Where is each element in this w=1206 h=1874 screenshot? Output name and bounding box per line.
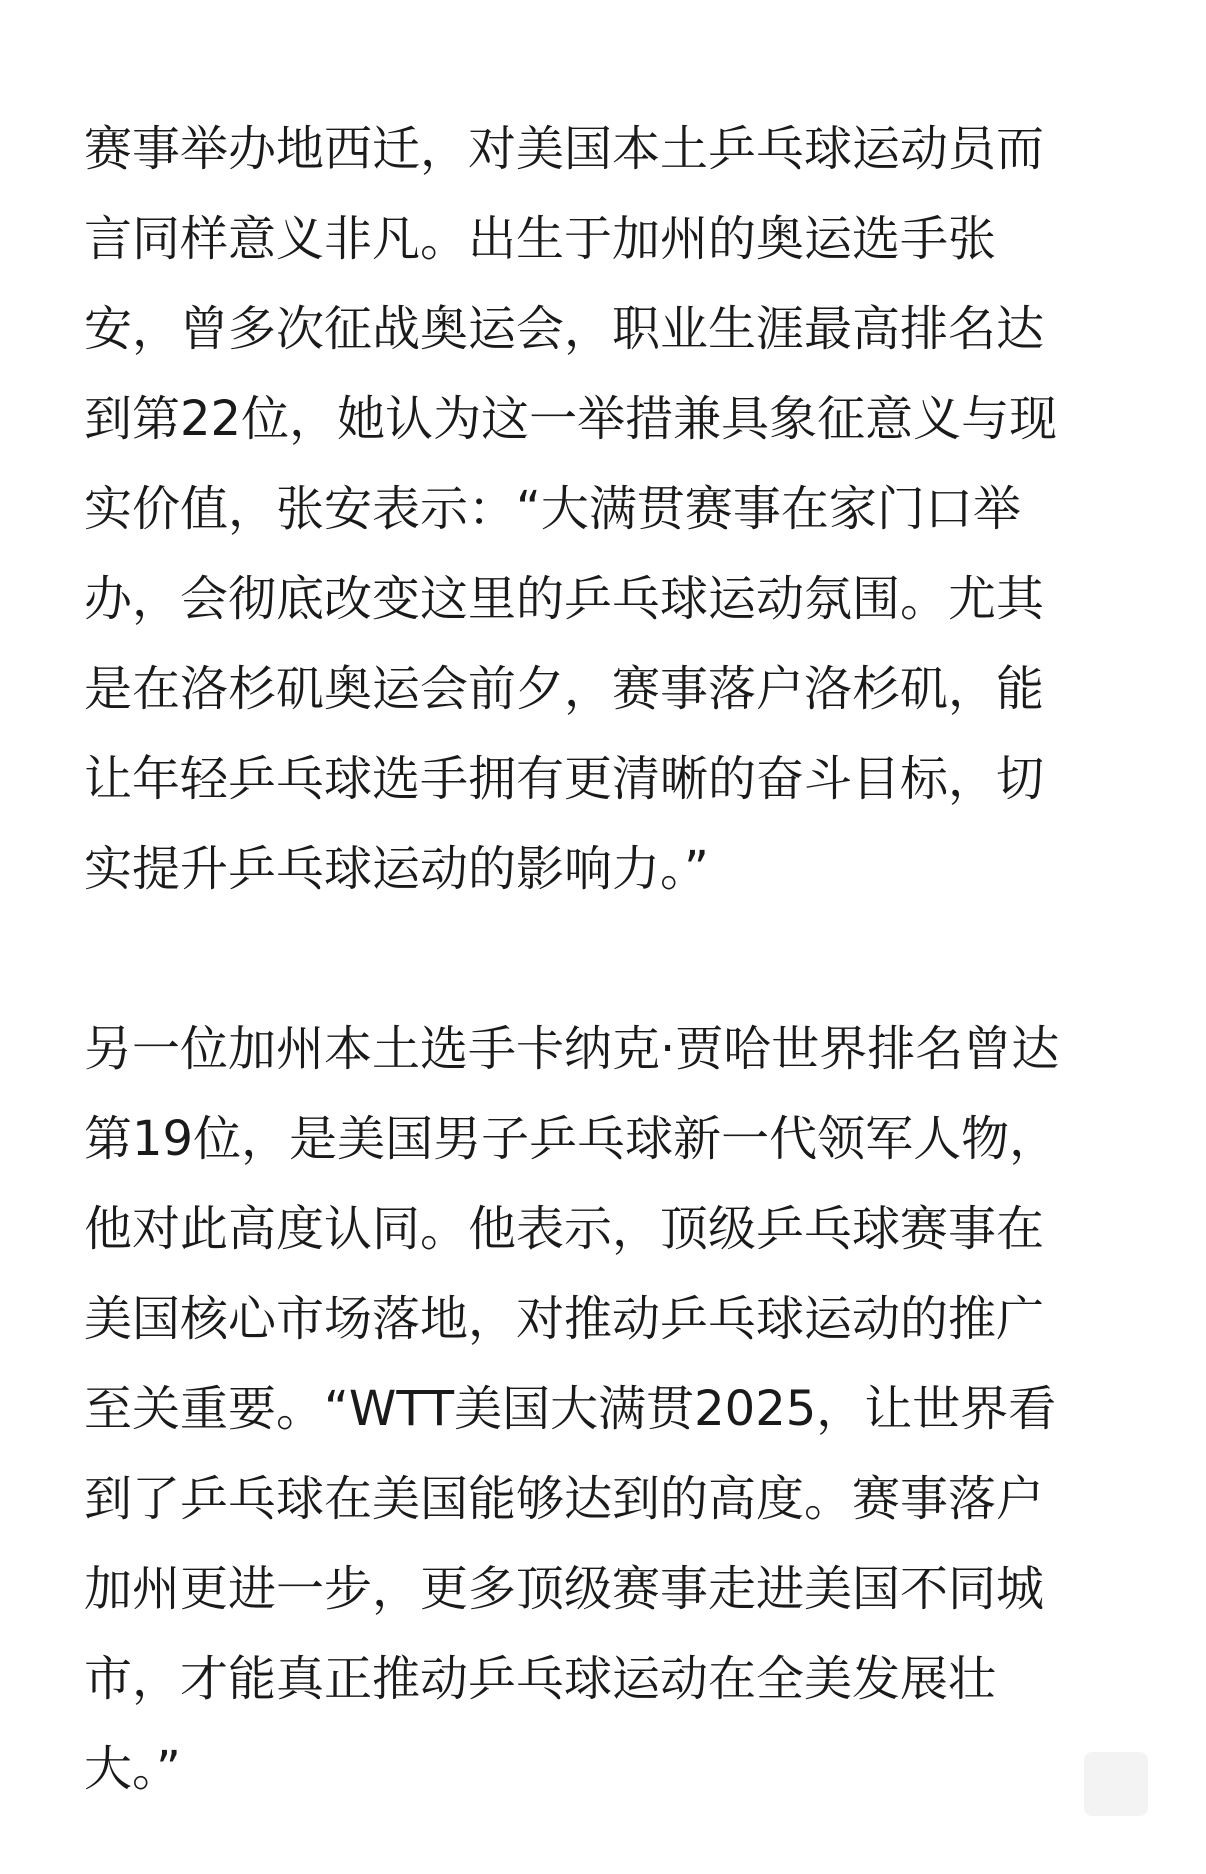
paragraph-spacer (84, 914, 1114, 1004)
text-line: 实提升乒乓球运动的影响力。” (84, 841, 709, 897)
text-line: 言同样意义非凡。出生于加州的奥运选手张 (84, 211, 997, 267)
floating-corner-button[interactable] (1084, 1752, 1148, 1816)
paragraph-kanak-jha (84, 1004, 1114, 1814)
text-line: 大。” (84, 1741, 181, 1797)
text-line: 赛事举办地西迁，对美国本土乒乓球运动员而 (84, 121, 1045, 177)
text-line: 到第22位，她认为这一举措兼具象征意义与现 (84, 391, 1058, 447)
text-line: 到了乒乓球在美国能够达到的高度。赛事落户 (84, 1471, 1045, 1527)
text-line: 加州更进一步，更多顶级赛事走进美国不同城 (84, 1561, 1045, 1617)
text-line: 办，会彻底改变这里的乒乓球运动氛围。尤其 (84, 571, 1045, 627)
text-line: 实价值，张安表示：“大满贯赛事在家门口举 (84, 481, 1021, 537)
text-line: 他对此高度认同。他表示，顶级乒乓球赛事在 (84, 1201, 1045, 1257)
paragraph-zhang-an (84, 104, 1114, 914)
text-line: 让年轻乒乓球选手拥有更清晰的奋斗目标，切 (84, 751, 1045, 807)
text-line: 第19位，是美国男子乒乓球新一代领军人物， (84, 1111, 1058, 1167)
text-line: 是在洛杉矶奥运会前夕，赛事落户洛杉矶，能 (84, 661, 1045, 717)
text-line: 美国核心市场落地，对推动乒乓球运动的推广 (84, 1291, 1045, 1347)
text-line: 另一位加州本土选手卡纳克·贾哈世界排名曾达 (84, 1021, 1060, 1077)
article-body (84, 104, 1114, 1814)
text-line: 市，才能真正推动乒乓球运动在全美发展壮 (84, 1651, 997, 1707)
text-line: 安，曾多次征战奥运会，职业生涯最高排名达 (84, 301, 1045, 357)
text-line: 至关重要。“WTT美国大满贯2025，让世界看 (84, 1381, 1057, 1437)
